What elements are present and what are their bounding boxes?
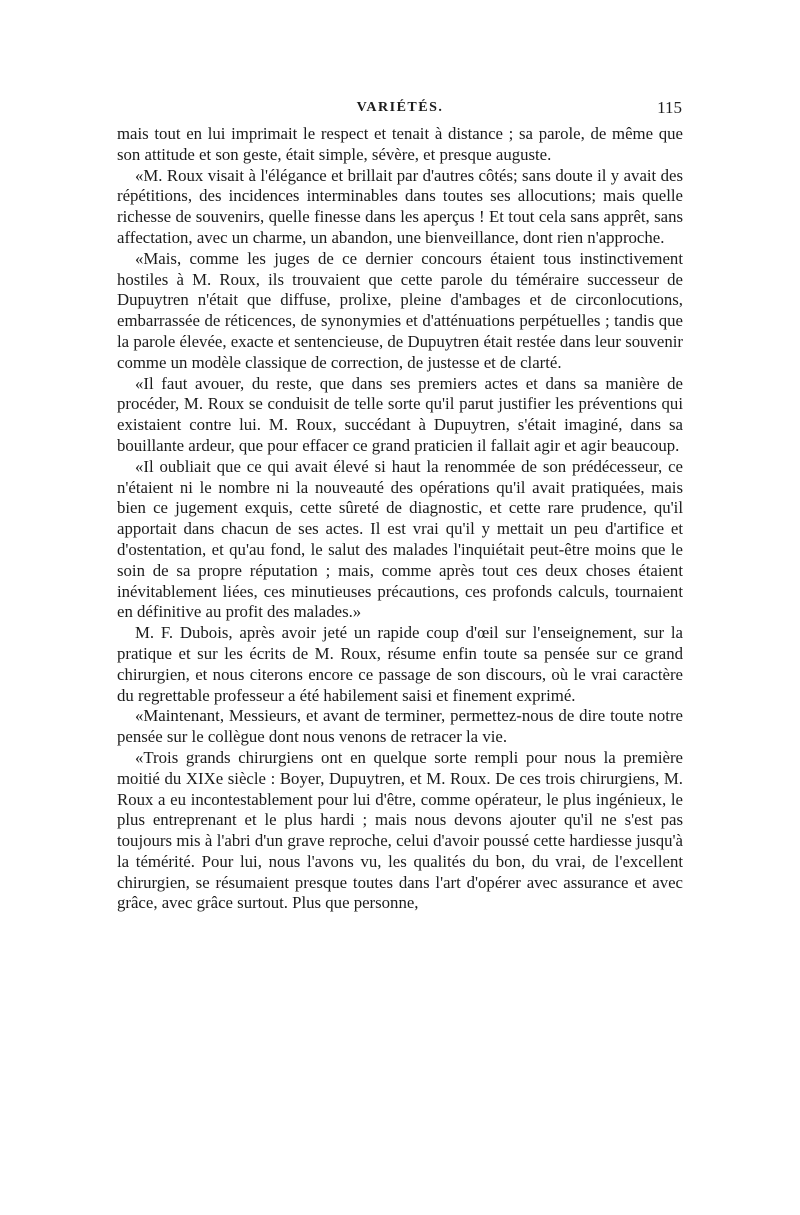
paragraph: «Mais, comme les juges de ce dernier concours étaient tous instinctivement hostiles à M. Roux, ils trouvaient que cette parole du téméraire successeur de Dupuytren n'était que diffuse, prolixe, pleine d'ambages et de circonlocutions, embarrassée de réticences, de synonymies et d'atténuations perpétuelles ; tandis que la parole élevée, exacte et sentencieuse, de Dupuytren était restée dans leur souvenir comme un modèle classique de correction, de justesse et de clarté. [117, 248, 683, 372]
page-header [118, 100, 682, 122]
paragraph: «Trois grands chirurgiens ont en quelque sorte rempli pour nous la première moitié du XIXe siècle : Boyer, Dupuytren, et M. Roux. De ces trois chirurgiens, M. Roux a eu incontestablement pour lui d'être, comme opérateur, le plus ingénieux, le plus entreprenant et le plus hardi ; mais nous devons ajouter qu'il ne s'est pas toujours mis à l'abri d'un grave reproche, celui d'avoir poussé cette hardiesse jusqu'à la témérité. Pour lui, nous l'avons vu, les qualités du bon, du vrai, de l'excellent chirurgien, se résumaient presque toutes dans l'art d'opérer avec assurance et avec grâce, avec grâce surtout. Plus que personne, [117, 747, 683, 913]
running-title: VARIÉTÉS. [356, 100, 444, 115]
paragraph: «Il faut avouer, du reste, que dans ses premiers actes et dans sa manière de procéder, M. Roux se conduisit de telle sorte qu'il parut justifier les préventions qui existaient contre lui. M. Roux, succédant à Dupuytren, s'était imaginé, dans sa bouillante ardeur, que pour effacer ce grand praticien il fallait agir et agir beaucoup. [117, 373, 683, 455]
page-number: 115 [657, 98, 682, 117]
paragraph: «Il oubliait que ce qui avait élevé si haut la renommée de son prédécesseur, ce n'étaient ni le nombre ni la nouveauté des opérations qu'il avait pratiquées, mais bien ce jugement exquis, cette sûreté de diagnostic, et cette rare prudence, qu'il apportait dans chacun de ses actes. Il est vrai qu'il y mettait un peu d'artifice et d'ostentation, et qu'au fond, le salut des malades l'inquiétait peut-être moins que le soin de sa propre réputation ; mais, comme après tout ces deux choses étaient inévitablement liées, ces minutieuses précautions, ces profonds calculs, tournaient en définitive au profit des malades.» [117, 456, 683, 622]
body-text [117, 124, 683, 914]
paragraph: «M. Roux visait à l'élégance et brillait par d'autres côtés; sans doute il y avait des répétitions, des incidences interminables dans toutes ses allocutions; mais quelle richesse de souvenirs, quelle finesse dans les aperçus ! Et tout cela sans apprêt, sans affectation, avec un charme, un abandon, une bienveillance, dont rien n'approche. [117, 165, 683, 247]
paragraph-continued: mais tout en lui imprimait le respect et tenait à distance ; sa parole, de même que son attitude et son geste, était simple, sévère, et presque auguste. [117, 124, 683, 164]
paragraph: M. F. Dubois, après avoir jeté un rapide coup d'œil sur l'enseignement, sur la pratique et sur les écrits de M. Roux, résume enfin toute sa pensée sur ce grand chirurgien, et nous citerons encore ce passage de son discours, où le vrai caractère du regrettable professeur a été habilement saisi et finement exprimé. [117, 623, 683, 705]
paragraph: «Maintenant, Messieurs, et avant de terminer, permettez-nous de dire toute notre pensée sur le collègue dont nous venons de retracer la vie. [117, 706, 683, 747]
